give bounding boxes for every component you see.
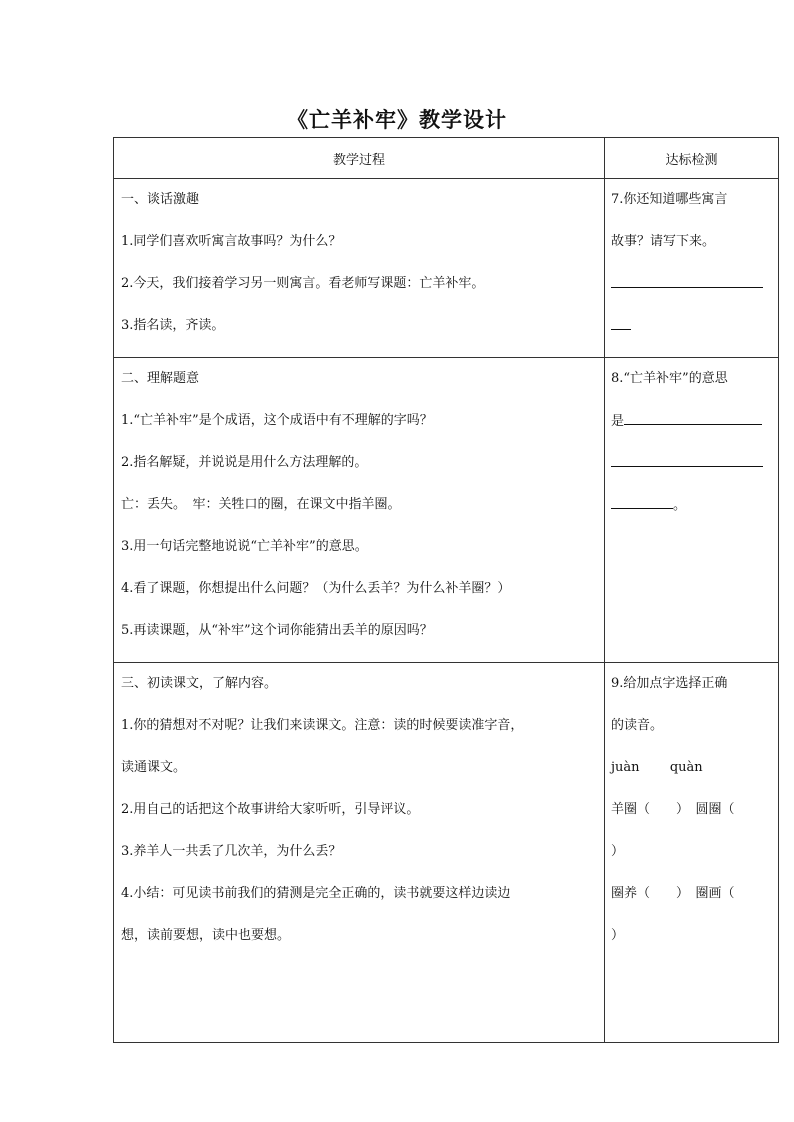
section-3-process — [114, 663, 605, 1043]
process-line: 一、谈话激趣 — [121, 192, 200, 207]
process-line: 3.养羊人一共丢了几次羊，为什么丢？ — [121, 844, 342, 859]
process-line: 2.指名解疑，并说说是用什么方法理解的。 — [121, 455, 368, 470]
end-mark: 。 — [673, 498, 687, 513]
check-line: 故事？请写下来。 — [611, 234, 716, 249]
section-row-2 — [114, 358, 779, 663]
process-line: 亡：丢失。 牢：关牲口的圈，在课文中指羊圈。 — [121, 497, 401, 512]
process-line: 读通课文。 — [121, 760, 187, 775]
check-line: ） — [611, 844, 625, 859]
pinyin-option: quàn — [669, 760, 703, 775]
answer-blank-line[interactable] — [611, 494, 772, 536]
section-2-process — [114, 358, 605, 663]
section-1-process — [114, 179, 605, 358]
answer-blank-line[interactable] — [611, 315, 772, 357]
pinyin-option: juàn — [611, 760, 640, 775]
check-line: ） — [611, 928, 625, 943]
check-line: 9.给加点字选择正确 — [611, 676, 728, 691]
process-line: 1.“亡羊补牢”是个成语，这个成语中有不理解的字吗？ — [121, 413, 433, 428]
answer-blank[interactable] — [624, 410, 762, 425]
answer-blank-line[interactable] — [611, 452, 772, 494]
check-line: 的读音。 — [611, 718, 664, 733]
check-line[interactable]: 羊圈（ ） 圆圈（ — [611, 802, 735, 817]
process-line: 4.看了课题，你想提出什么问题？（为什么丢羊？为什么补羊圈？） — [121, 581, 511, 596]
process-line: 2.今天，我们接着学习另一则寓言。看老师写课题：亡羊补牢。 — [121, 276, 485, 291]
check-line: 8.“亡羊补牢”的意思 — [611, 371, 728, 386]
answer-blank-line[interactable] — [611, 273, 772, 315]
table-header-row — [114, 138, 779, 179]
process-line: 5.再读课题，从“补牢”这个词你能猜出丢羊的原因吗？ — [121, 623, 433, 638]
section-2-check — [605, 358, 779, 663]
document-title: 《亡羊补牢》教学设计 — [287, 108, 507, 132]
process-line: 2.用自己的话把这个故事讲给大家听听，引导评议。 — [121, 802, 420, 817]
section-1-check — [605, 179, 779, 358]
header-assessment: 达标检测 — [605, 138, 779, 179]
check-line: 7.你还知道哪些寓言 — [611, 192, 728, 207]
process-line: 想，读前要想，读中也要想。 — [121, 928, 291, 943]
process-line: 三、初读课文，了解内容。 — [121, 676, 278, 691]
section-row-3 — [114, 663, 779, 1043]
process-line: 3.用一句话完整地说说“亡羊补牢”的意思。 — [121, 539, 368, 554]
header-teaching-process: 教学过程 — [114, 138, 605, 179]
pinyin-line — [611, 757, 772, 799]
section-row-1 — [114, 179, 779, 358]
lesson-plan-table — [113, 137, 779, 1043]
process-line: 3.指名读，齐读。 — [121, 318, 225, 333]
process-line: 1.你的猜想对不对呢？让我们来读课文。注意：读的时候要读准字音， — [121, 718, 524, 733]
check-line[interactable]: 圈养（ ） 圈画（ — [611, 886, 735, 901]
process-line: 1.同学们喜欢听寓言故事吗？为什么？ — [121, 234, 342, 249]
section-3-check — [605, 663, 779, 1043]
process-line: 二、理解题意 — [121, 371, 200, 386]
process-line: 4.小结：可见读书前我们的猜测是完全正确的，读书就要这样边读边 — [121, 886, 511, 901]
check-prefix: 是 — [611, 414, 625, 429]
check-line — [611, 410, 772, 452]
